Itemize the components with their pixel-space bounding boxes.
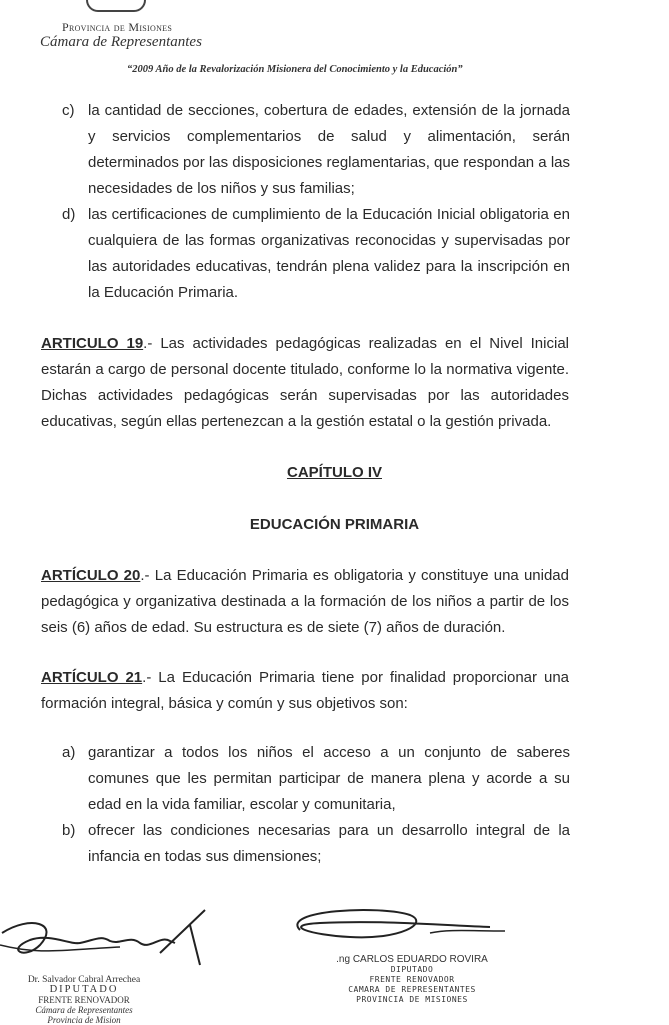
article-21-text: .- La Educación Primaria tiene por finalidad proporcionar una formación integral, básica y común y sus objetivos son:	[41, 669, 570, 712]
signature-right-handwritten	[260, 905, 510, 955]
header-chamber: Cámara de Representantes	[40, 34, 202, 50]
article-19-title: ARTICULO 19	[41, 335, 144, 352]
list-item-text: las certificaciones de cumplimiento de la Educación Inicial obligatoria en cualquiera de las formas organizativas reconocidas y supervisadas por las autoridades educativas, tendrán plena validez para la inscripción en la Educación Primaria.	[88, 206, 570, 301]
chapter-title: CAPÍTULO IV	[286, 464, 382, 481]
article-19-text: .- Las actividades pedagógicas realizadas en el Nivel Inicial estarán a cargo de personal docente titulado, conforme lo la normativa vigente. Dichas actividades pedagógicas serán supervisadas por las autoridades educativas, según ellas pertenezcan a la gestión estatal o la gestión privada.	[41, 335, 569, 430]
signature-left-party: FRENTE RENOVADOR	[38, 995, 130, 1005]
article-21	[41, 665, 569, 717]
list-item-text: garantizar a todos los niños el acceso a un conjunto de saberes comunes que les permitan participar de manera plena y acorde a su edad en la vida familiar, escolar y comunitaria,	[88, 744, 570, 813]
chapter-subtitle: EDUCACIÓN PRIMARIA	[249, 516, 420, 533]
header-province: Provincia de Misiones	[62, 20, 173, 34]
signature-left-chamber: Cámara de Representantes	[35, 1005, 133, 1015]
list-item-a	[62, 740, 570, 818]
signature-right-province: PROVINCIA DE MISIONES	[356, 995, 468, 1004]
article-20-title: ARTÍCULO 20	[41, 567, 141, 584]
signature-left-block	[4, 975, 164, 1025]
header-motto: “2009 Año de la Revalorización Misionera del Conocimiento y la Educación”	[127, 64, 463, 75]
list-item-d	[62, 202, 570, 306]
signature-right-chamber: CAMARA DE REPRESENTANTES	[348, 985, 476, 994]
signature-left-name: Dr. Salvador Cabral Arrechea	[27, 975, 141, 985]
article-21-title: ARTÍCULO 21	[41, 669, 143, 686]
article-20-text: .- La Educación Primaria es obligatoria y constituye una unidad pedagógica y organizativa destinada a la formación de los niños a partir de los seis (6) años de edad. Su estructura es de siete (7) años de duración.	[41, 567, 569, 636]
article-20	[41, 563, 569, 641]
signature-right-name: .ng CARLOS EDUARDO ROVIRA	[336, 954, 488, 965]
signature-left-handwritten	[0, 905, 210, 975]
signature-right-party: FRENTE RENOVADOR	[369, 975, 455, 984]
coat-of-arms-seal	[86, 0, 146, 12]
list-item-label: d)	[62, 206, 76, 223]
signature-left-role: DIPUTADO	[49, 984, 119, 995]
signature-right-role: DIPUTADO	[390, 965, 434, 974]
signature-left-province: Provincia de Mision	[47, 1015, 121, 1025]
article-19	[41, 331, 569, 435]
list-item-label: b)	[62, 822, 76, 839]
list-item-c	[62, 98, 570, 202]
list-item-b	[62, 818, 570, 870]
list-item-label: c)	[62, 102, 75, 119]
list-item-text: la cantidad de secciones, cobertura de edades, extensión de la jornada y servicios complementarios de salud y alimentación, serán determinados por las disposiciones reglamentarias, que respondan a las necesidades de los niños y sus familias;	[88, 102, 570, 197]
list-item-label: a)	[62, 744, 76, 761]
list-item-text: ofrecer las condiciones necesarias para un desarrollo integral de la infancia en todas sus dimensiones;	[88, 822, 570, 865]
signature-right-block	[322, 955, 502, 1005]
